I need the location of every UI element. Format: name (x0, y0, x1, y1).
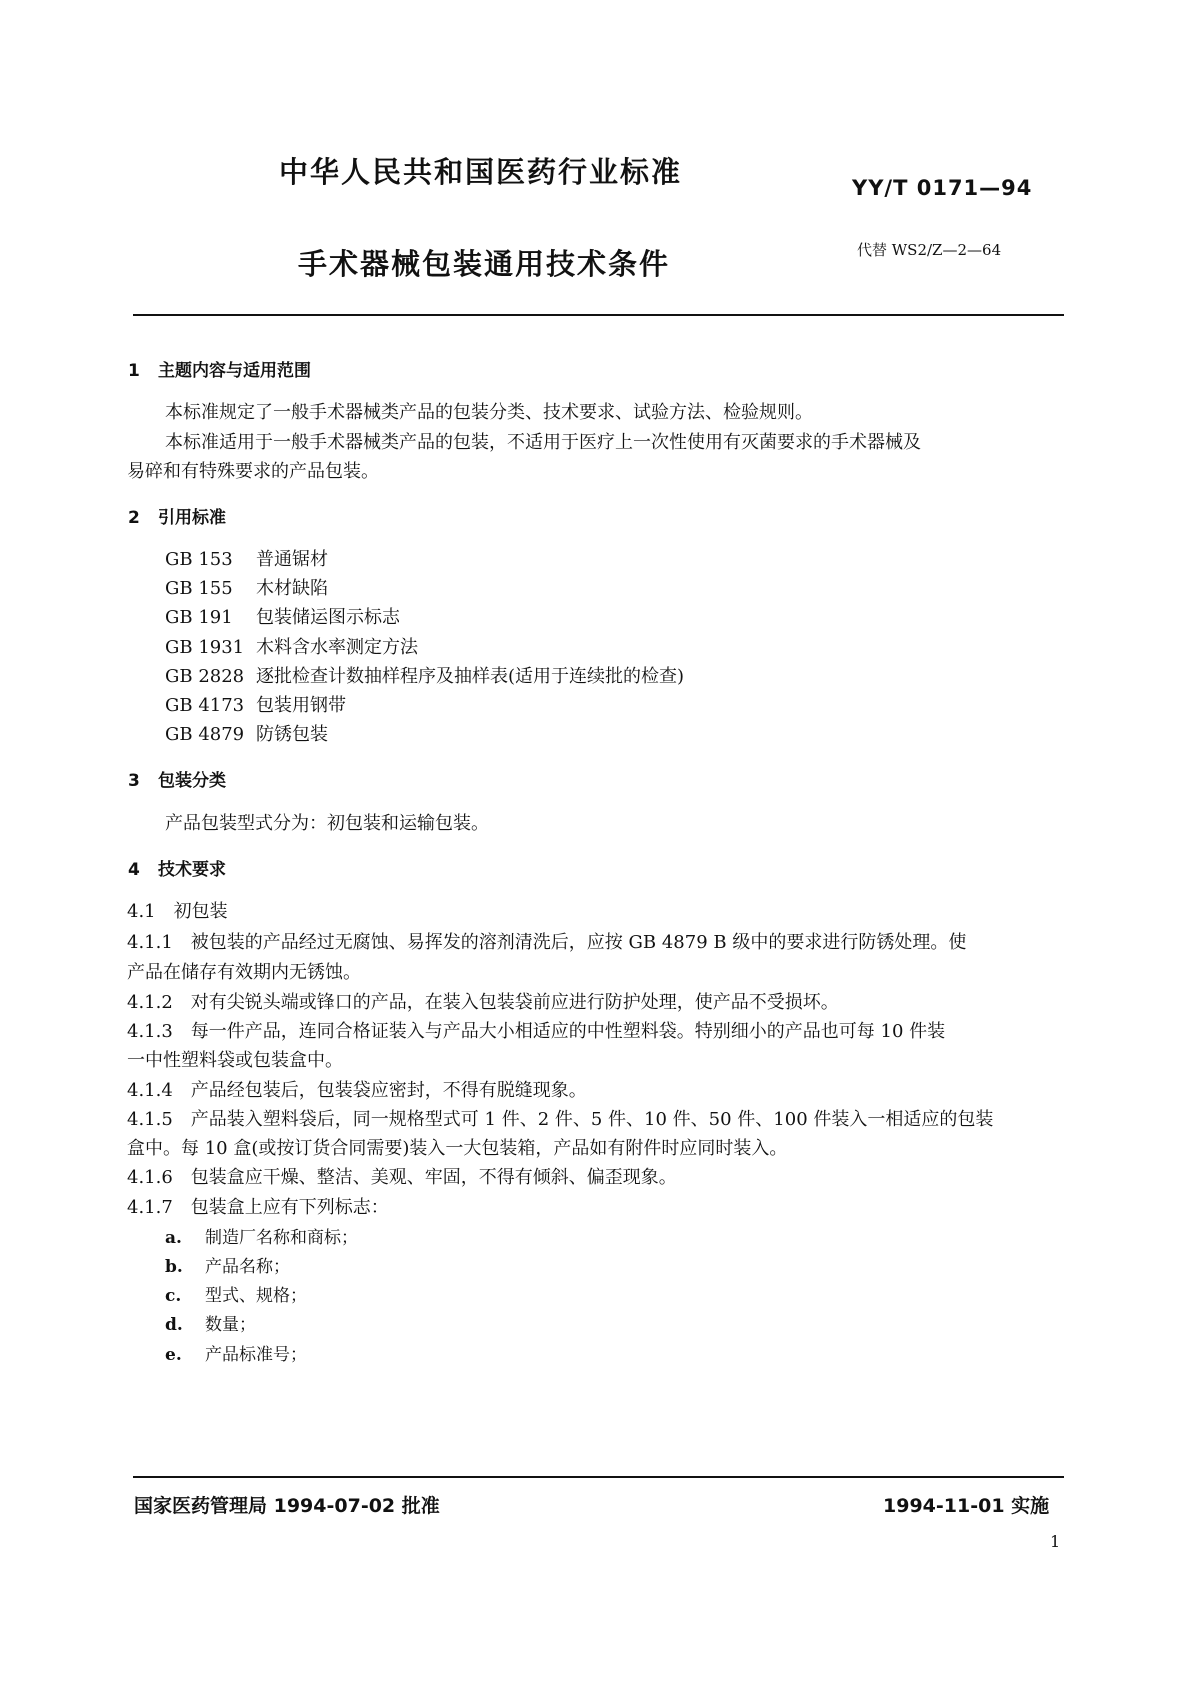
list-text: 数量； (205, 1315, 256, 1335)
list-label: e. (165, 1345, 182, 1365)
list-label: b. (165, 1257, 183, 1277)
clause: 4.1.1 被包装的产品经过无腐蚀、易挥发的溶剂清洗后，应按 GB 4879 B 级中的要求进行防锈处理。使 (127, 932, 967, 953)
reference-name: 普通锯材 (256, 549, 328, 570)
paragraph-continuation: 易碎和有特殊要求的产品包装。 (127, 461, 379, 482)
paragraph: 本标准适用于一般手术器械类产品的包装，不适用于医疗上一次性使用有灭菌要求的手术器械及 (165, 432, 921, 453)
clause: 4.1.6 包装盒应干燥、整洁、美观、牢固，不得有倾斜、偏歪现象。 (127, 1167, 677, 1188)
section-3-heading (128, 766, 226, 791)
list-item (165, 1223, 358, 1248)
section-number: 1 (128, 361, 140, 381)
clause: 4.1.5 产品装入塑料袋后，同一规格型式可 1 件、2 件、5 件、10 件、50 件、100 件装入一相适应的包装 (127, 1109, 994, 1130)
clause: 4.1.3 每一件产品，连同合格证装入与产品大小相适应的中性塑料袋。特别细小的产品也可每 10 件装 (127, 1021, 946, 1042)
clause-continuation: 产品在储存有效期内无锈蚀。 (127, 962, 361, 983)
standard-org-title: 中华人民共和国医药行业标准 (279, 155, 683, 189)
list-item (165, 1281, 307, 1306)
clause-continuation: 一中性塑料袋或包装盒中。 (127, 1050, 343, 1071)
clause: 4.1.7 包装盒上应有下列标志： (127, 1197, 389, 1218)
list-text: 制造厂名称和商标； (205, 1228, 358, 1248)
page-number: 1 (1050, 1532, 1061, 1551)
reference-code: GB 4879 (165, 724, 245, 745)
clause-continuation: 盒中。每 10 盒(或按订货合同需要)装入一大包装箱，产品如有附件时应同时装入。 (127, 1138, 788, 1159)
list-item (165, 1310, 256, 1335)
list-text: 产品标准号； (205, 1345, 307, 1365)
reference-name: 包装储运图示标志 (256, 607, 400, 628)
reference-item (165, 720, 328, 746)
reference-code: GB 153 (165, 549, 233, 570)
list-item (165, 1252, 290, 1277)
section-4-heading (128, 855, 226, 880)
footer-divider (133, 1476, 1064, 1478)
reference-code: GB 191 (165, 607, 233, 628)
section-1-heading (128, 356, 311, 381)
section-number: 4 (128, 860, 140, 880)
reference-code: GB 1931 (165, 637, 245, 658)
section-2-heading (128, 503, 226, 528)
approval-line: 国家医药管理局 1994-07-02 批准 (134, 1495, 440, 1517)
list-label: d. (165, 1315, 183, 1335)
reference-code: GB 4173 (165, 695, 245, 716)
reference-item (165, 691, 346, 717)
replaces-standard: 代替 WS2/Z—2—64 (857, 241, 1002, 259)
section-number: 2 (128, 508, 140, 528)
reference-item (165, 574, 328, 600)
section-title: 技术要求 (158, 860, 226, 880)
header-divider (133, 314, 1064, 316)
clause: 4.1.4 产品经包装后，包装袋应密封，不得有脱缝现象。 (127, 1080, 587, 1101)
paragraph: 本标准规定了一般手术器械类产品的包装分类、技术要求、试验方法、检验规则。 (165, 402, 813, 423)
paragraph: 产品包装型式分为：初包装和运输包装。 (165, 813, 489, 834)
list-label: a. (165, 1228, 182, 1248)
clause: 4.1.2 对有尖锐头端或锋口的产品，在装入包装袋前应进行防护处理，使产品不受损坏。 (127, 992, 839, 1013)
list-text: 型式、规格； (205, 1286, 307, 1306)
effective-date: 1994-11-01 实施 (883, 1495, 1050, 1517)
section-title: 包装分类 (158, 771, 226, 791)
reference-name: 木材缺陷 (256, 578, 328, 599)
reference-item (165, 603, 400, 629)
reference-code: GB 2828 (165, 666, 245, 687)
list-text: 产品名称； (205, 1257, 290, 1277)
section-title: 引用标准 (158, 508, 226, 528)
reference-item (165, 662, 684, 688)
reference-item (165, 633, 418, 659)
reference-code: GB 155 (165, 578, 233, 599)
list-label: c. (165, 1286, 182, 1306)
reference-name: 逐批检查计数抽样程序及抽样表(适用于连续批的检查) (256, 666, 685, 687)
section-title: 主题内容与适用范围 (158, 361, 311, 381)
reference-name: 木料含水率测定方法 (256, 637, 418, 658)
clause-heading: 4.1 初包装 (127, 901, 228, 922)
reference-item (165, 545, 328, 571)
document-title: 手术器械包装通用技术条件 (298, 247, 671, 281)
list-item (165, 1340, 307, 1365)
standard-code: YY/T 0171—94 (852, 176, 1033, 200)
reference-name: 包装用钢带 (256, 695, 346, 716)
reference-name: 防锈包装 (256, 724, 328, 745)
section-number: 3 (128, 771, 140, 791)
